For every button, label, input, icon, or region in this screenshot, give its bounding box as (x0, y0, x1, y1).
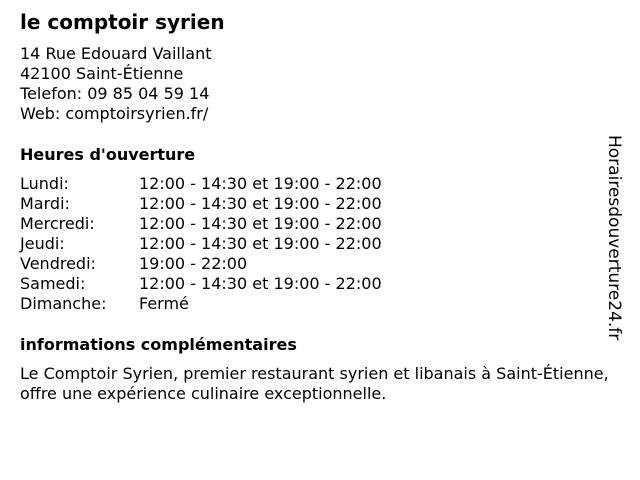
address-block (20, 44, 212, 124)
hours-row-monday (20, 174, 382, 194)
hours-row-friday (20, 254, 382, 274)
hours-row-tuesday (20, 194, 382, 214)
street-address: 14 Rue Edouard Vaillant (20, 44, 212, 63)
opening-hours-heading: Heures d'ouverture (20, 145, 196, 164)
time-value: Fermé (139, 294, 189, 313)
time-value: 12:00 - 14:30 et 19:00 - 22:00 (139, 274, 382, 293)
day-label: Samedi: (20, 274, 86, 293)
day-label: Mercredi: (20, 214, 95, 233)
day-label: Jeudi: (20, 234, 65, 253)
time-value: 12:00 - 14:30 et 19:00 - 22:00 (139, 194, 382, 213)
page-title: le comptoir syrien (20, 10, 225, 34)
phone-number: Telefon: 09 85 04 59 14 (20, 84, 210, 103)
time-value: 12:00 - 14:30 et 19:00 - 22:00 (139, 174, 382, 193)
hours-row-wednesday (20, 214, 382, 234)
city-postal-code: 42100 Saint-Étienne (20, 64, 184, 83)
day-label: Vendredi: (20, 254, 96, 273)
day-label: Lundi: (20, 174, 69, 193)
time-value: 12:00 - 14:30 et 19:00 - 22:00 (139, 234, 382, 253)
opening-hours-table (20, 174, 382, 314)
day-label: Dimanche: (20, 294, 107, 313)
hours-row-thursday (20, 234, 382, 254)
website-link[interactable]: Web: comptoirsyrien.fr/ (20, 104, 209, 123)
time-value: 12:00 - 14:30 et 19:00 - 22:00 (139, 214, 382, 233)
additional-info-heading: informations complémentaires (20, 335, 297, 354)
additional-info-text: Le Comptoir Syrien, premier restaurant syrien et libanais à Saint-Étienne, offre une expérience culinaire exceptionnelle. (20, 364, 609, 403)
day-label: Mardi: (20, 194, 70, 213)
site-watermark: Horairesdouverture24.fr (604, 135, 624, 341)
hours-row-saturday (20, 274, 382, 294)
time-value: 19:00 - 22:00 (139, 254, 248, 273)
hours-row-sunday (20, 294, 382, 314)
